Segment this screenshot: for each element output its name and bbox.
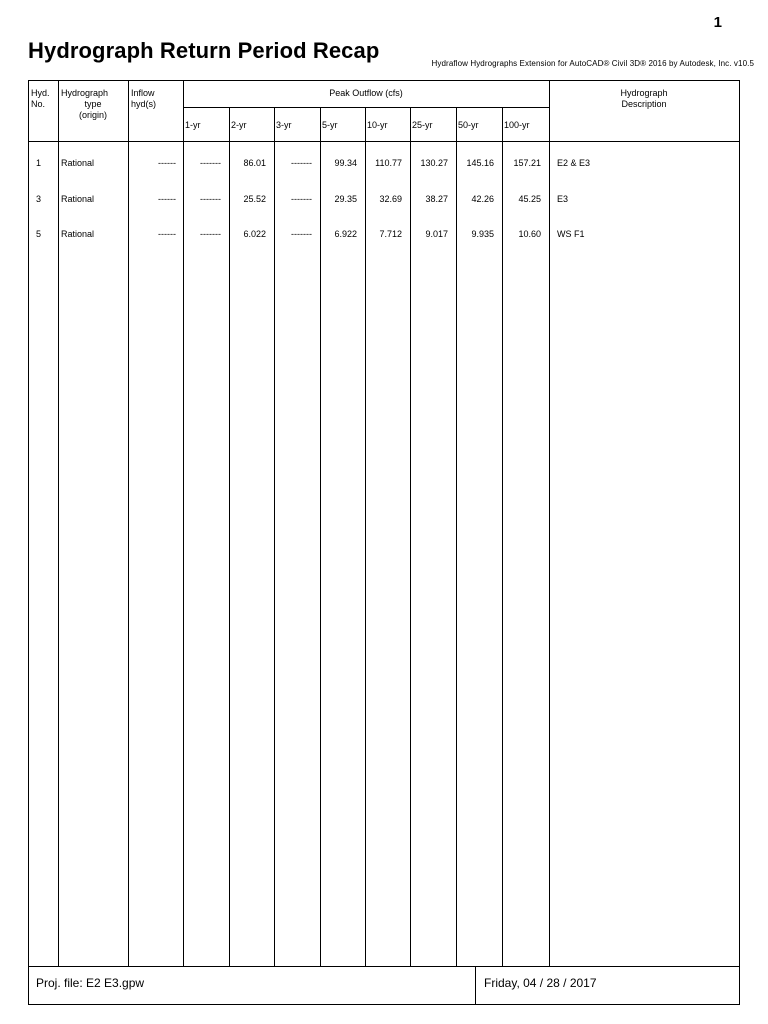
peak-outflow-value: 25.52 xyxy=(243,194,266,204)
hydrograph-type: Rational xyxy=(61,194,95,204)
page-title: Hydrograph Return Period Recap xyxy=(28,38,380,63)
header-peak-outflow: Peak Outflow (cfs) xyxy=(329,88,403,98)
header-origin: (origin) xyxy=(78,110,107,120)
peak-outflow-value: 42.26 xyxy=(471,194,494,204)
hyd-number: 3 xyxy=(36,194,42,204)
peak-outflow-value: 6.922 xyxy=(334,229,357,239)
hyd-number: 1 xyxy=(36,158,42,168)
peak-outflow-value: 9.935 xyxy=(471,229,494,239)
page-number: 1 xyxy=(713,14,722,31)
header-period: 50-yr xyxy=(458,120,479,130)
peak-outflow-value: 29.35 xyxy=(334,194,357,204)
header-inflow: Inflow xyxy=(131,88,155,98)
col-line xyxy=(549,81,550,966)
header-description-2: Description xyxy=(621,99,667,109)
peak-outflow-value: 10.60 xyxy=(518,229,541,239)
hyd-number: 5 xyxy=(36,229,42,239)
peak-outflow-value: ------- xyxy=(291,229,312,239)
peak-outflow-value: ------- xyxy=(200,194,221,204)
inflow-hyds: ------ xyxy=(158,158,176,168)
peak-outflow-value: 145.16 xyxy=(466,158,494,168)
footer-line xyxy=(29,966,739,967)
hydrograph-description: WS F1 xyxy=(557,229,585,239)
peak-outflow-value: ------- xyxy=(200,158,221,168)
header-no: No. xyxy=(31,99,46,109)
peak-outflow-value: 45.25 xyxy=(518,194,541,204)
peak-outflow-value: 130.27 xyxy=(420,158,448,168)
peak-outflow-value: 9.017 xyxy=(425,229,448,239)
col-line xyxy=(128,81,129,966)
peak-outflow-value: ------- xyxy=(200,229,221,239)
hydrograph-type: Rational xyxy=(61,229,95,239)
header-period: 1-yr xyxy=(185,120,201,130)
inflow-hyds: ------ xyxy=(158,194,176,204)
header-period: 3-yr xyxy=(276,120,292,130)
header-period: 10-yr xyxy=(367,120,388,130)
peak-outflow-value: ------- xyxy=(291,194,312,204)
peak-outflow-value: ------- xyxy=(291,158,312,168)
header-bottom-line xyxy=(29,141,739,142)
project-file: Proj. file: E2 E3.gpw xyxy=(36,976,145,990)
peak-outflow-value: 7.712 xyxy=(379,229,402,239)
peak-outflow-value: 86.01 xyxy=(243,158,266,168)
header-period: 100-yr xyxy=(504,120,530,130)
peak-outflow-value: 110.77 xyxy=(375,158,402,168)
peak-outflow-value: 99.34 xyxy=(334,158,357,168)
software-credit: Hydraflow Hydrographs Extension for AutoCAD® Civil 3D® 2016 by Autodesk, Inc. v10.5 xyxy=(431,59,754,68)
header-period: 25-yr xyxy=(412,120,433,130)
header-hyds: hyd(s) xyxy=(131,99,157,109)
header-period: 5-yr xyxy=(322,120,338,130)
peak-outflow-value: 38.27 xyxy=(425,194,448,204)
header-description-1: Hydrograph xyxy=(620,88,668,98)
report-date: Friday, 04 / 28 / 2017 xyxy=(484,976,597,990)
inflow-hyds: ------ xyxy=(158,229,176,239)
header-type: type xyxy=(84,99,102,109)
col-line xyxy=(183,81,184,966)
header-hydrograph: Hydrograph xyxy=(61,88,109,98)
peak-outflow-value: 6.022 xyxy=(243,229,266,239)
hydrograph-type: Rational xyxy=(61,158,95,168)
peak-header-line xyxy=(183,107,549,108)
recap-table xyxy=(28,80,740,1005)
hydrograph-description: E3 xyxy=(557,194,569,204)
col-line xyxy=(58,81,59,966)
peak-outflow-value: 32.69 xyxy=(379,194,402,204)
header-period: 2-yr xyxy=(231,120,247,130)
footer-divider xyxy=(475,966,476,1004)
peak-outflow-value: 157.21 xyxy=(513,158,541,168)
hydrograph-description: E2 & E3 xyxy=(557,158,591,168)
header-hyd: Hyd. xyxy=(31,88,50,98)
